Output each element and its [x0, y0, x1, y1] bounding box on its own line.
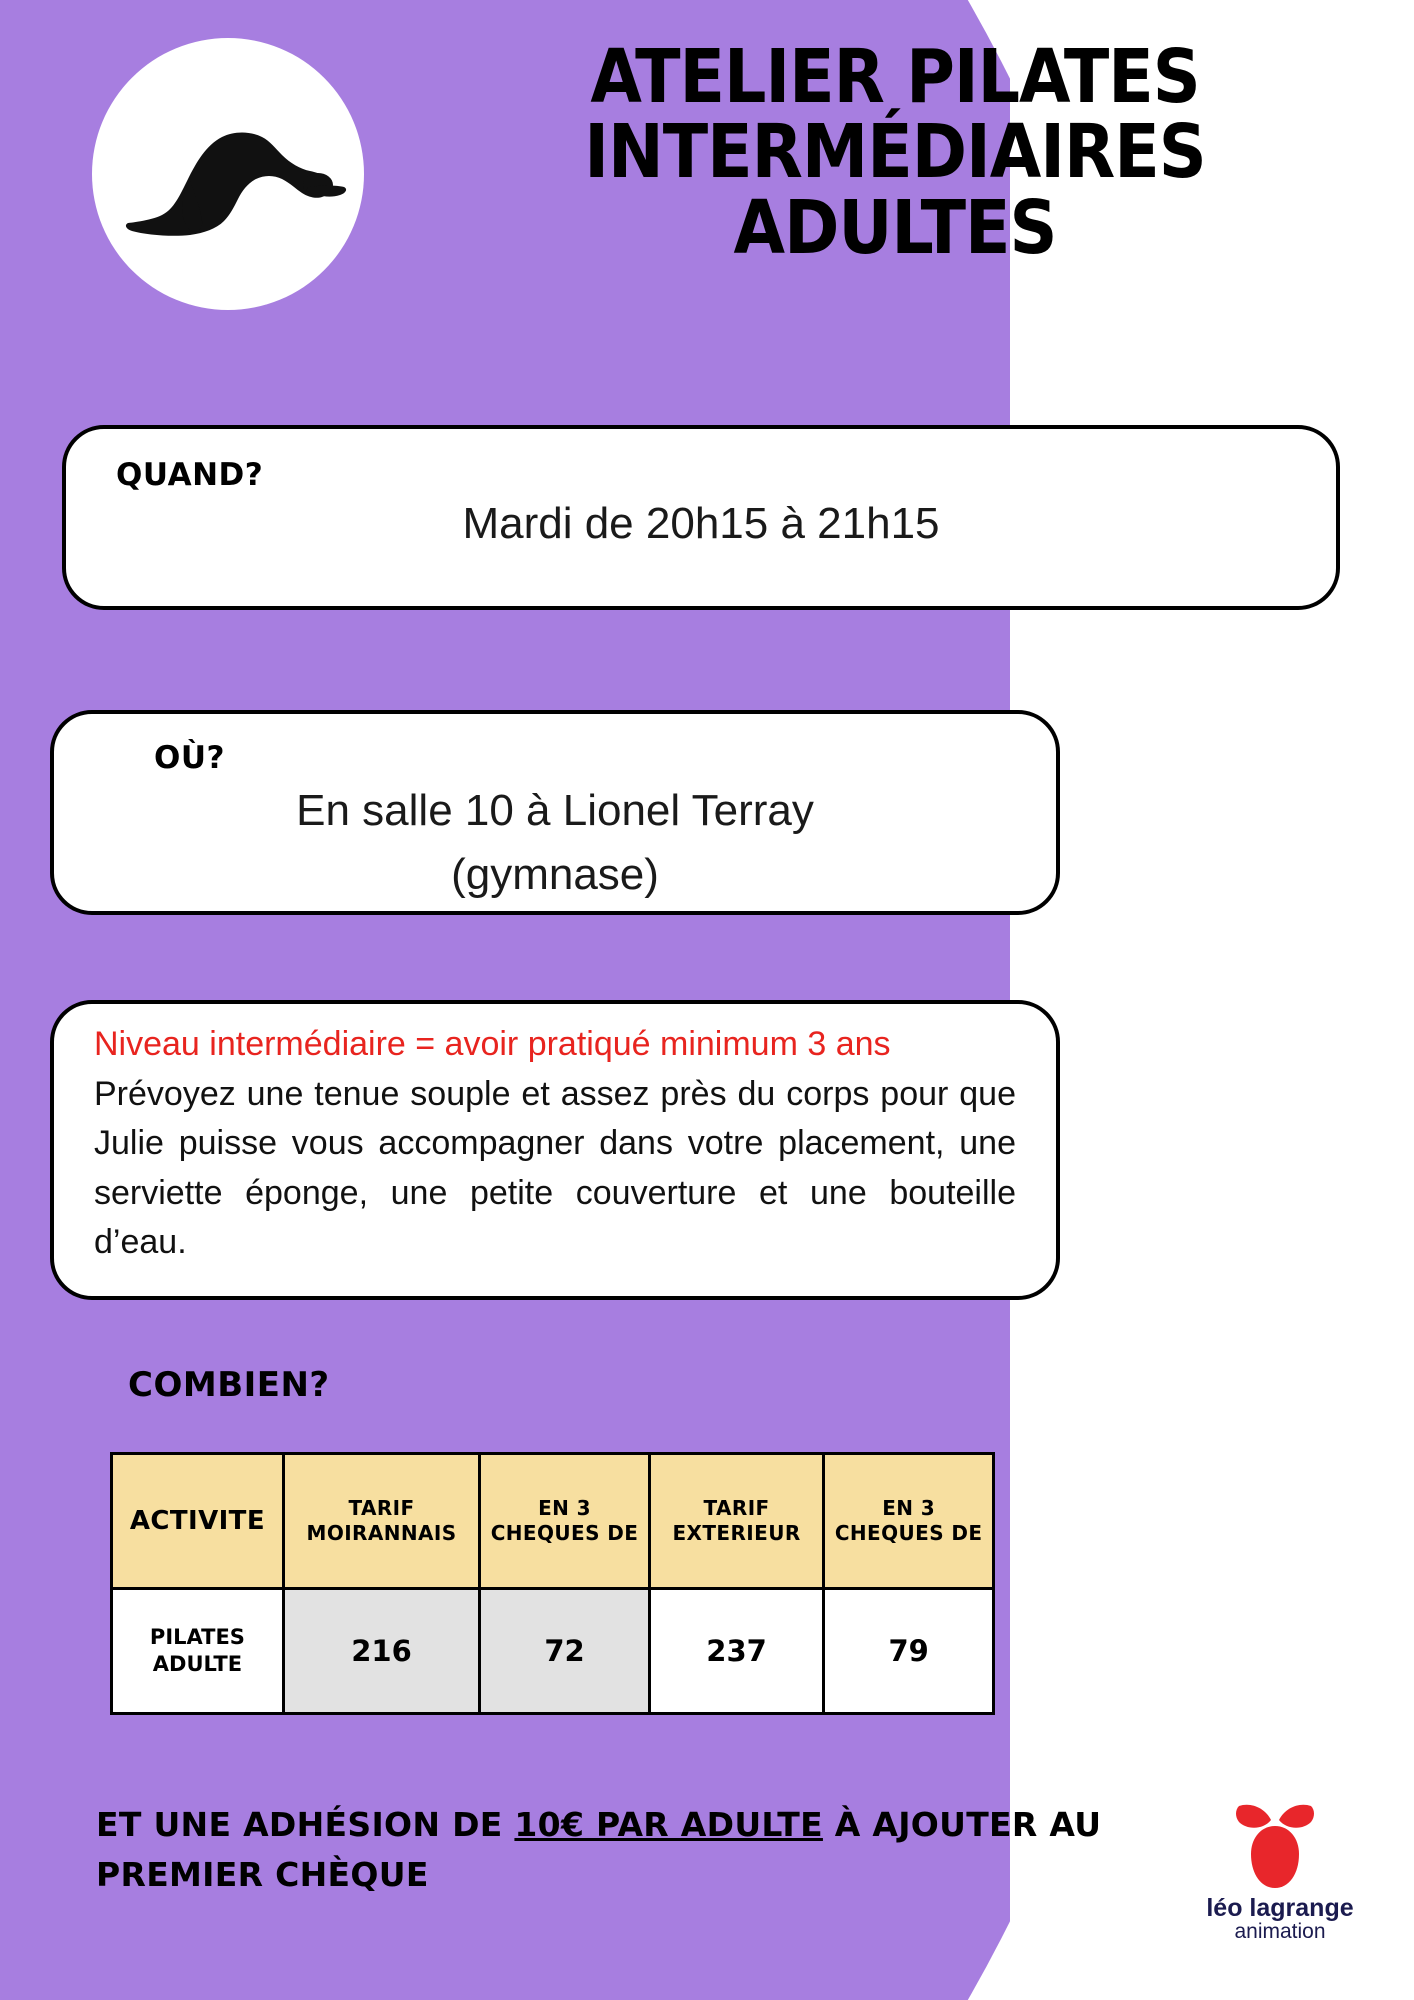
- pilates-figure-icon: [110, 95, 350, 245]
- ou-label: OÙ?: [154, 740, 226, 776]
- th-activite: ACTIVITE: [112, 1454, 284, 1589]
- footer-note: [96, 1800, 1176, 1899]
- leo-lagrange-sub: animation: [1234, 1920, 1326, 1944]
- footer-underlined: 10€ PAR ADULTE: [514, 1805, 823, 1844]
- cell-tarif-exterieur: 237: [649, 1589, 823, 1714]
- footer-part-1: ET UNE ADHÉSION DE: [96, 1805, 515, 1844]
- leo-lagrange-logo: [1185, 1800, 1375, 1950]
- quand-label: QUAND?: [116, 457, 264, 493]
- th-en-3-cheques-de-2: EN 3 CHEQUES DE: [824, 1454, 994, 1589]
- info-card: [50, 1000, 1060, 1300]
- cell-tarif-moirannais: 216: [283, 1589, 479, 1714]
- info-body: Prévoyez une tenue souple et assez près du corps pour que Julie puisse vous accompagner dans votre placement, une serviette éponge, une petite couverture et une bouteille d’eau.: [94, 1075, 1016, 1262]
- combien-label: COMBIEN?: [128, 1365, 330, 1405]
- price-table: [110, 1452, 995, 1715]
- title-line-3: ADULTES: [733, 184, 1057, 271]
- footer-part-2: À AJOUTER AU PREMIER CHÈQUE: [96, 1805, 1102, 1894]
- poster-header: [0, 0, 1414, 410]
- table-row: [112, 1589, 994, 1714]
- ou-value: [54, 779, 1056, 907]
- th-tarif-moirannais: TARIF MOIRANNAIS: [283, 1454, 479, 1589]
- title-line-1: ATELIER PILATES: [590, 34, 1200, 120]
- ou-value-line-1: En salle 10 à Lionel Terray: [296, 786, 814, 835]
- quand-value: Mardi de 20h15 à 21h15: [462, 499, 940, 548]
- leo-lagrange-wordmark: [1185, 1895, 1375, 1943]
- leo-lagrange-name: léo lagrange: [1206, 1894, 1354, 1922]
- table-header-row: [112, 1454, 994, 1589]
- cell-en-3-cheques-de-1: 72: [480, 1589, 650, 1714]
- th-tarif-exterieur: TARIF EXTERIEUR: [649, 1454, 823, 1589]
- ou-card: [50, 710, 1060, 915]
- page-title: [400, 34, 1390, 271]
- leo-lagrange-mark-icon: [1227, 1800, 1323, 1892]
- quand-card: [62, 425, 1340, 610]
- th-en-3-cheques-de-1: EN 3 CHEQUES DE: [480, 1454, 650, 1589]
- title-line-2: INTERMÉDIAIRES: [584, 109, 1206, 196]
- cell-en-3-cheques-de-2: 79: [824, 1589, 994, 1714]
- info-highlight: Niveau intermédiaire = avoir pratiqué minimum 3 ans: [94, 1025, 891, 1063]
- ou-value-line-2: (gymnase): [451, 849, 659, 899]
- cell-activity: PILATES ADULTE: [112, 1589, 284, 1714]
